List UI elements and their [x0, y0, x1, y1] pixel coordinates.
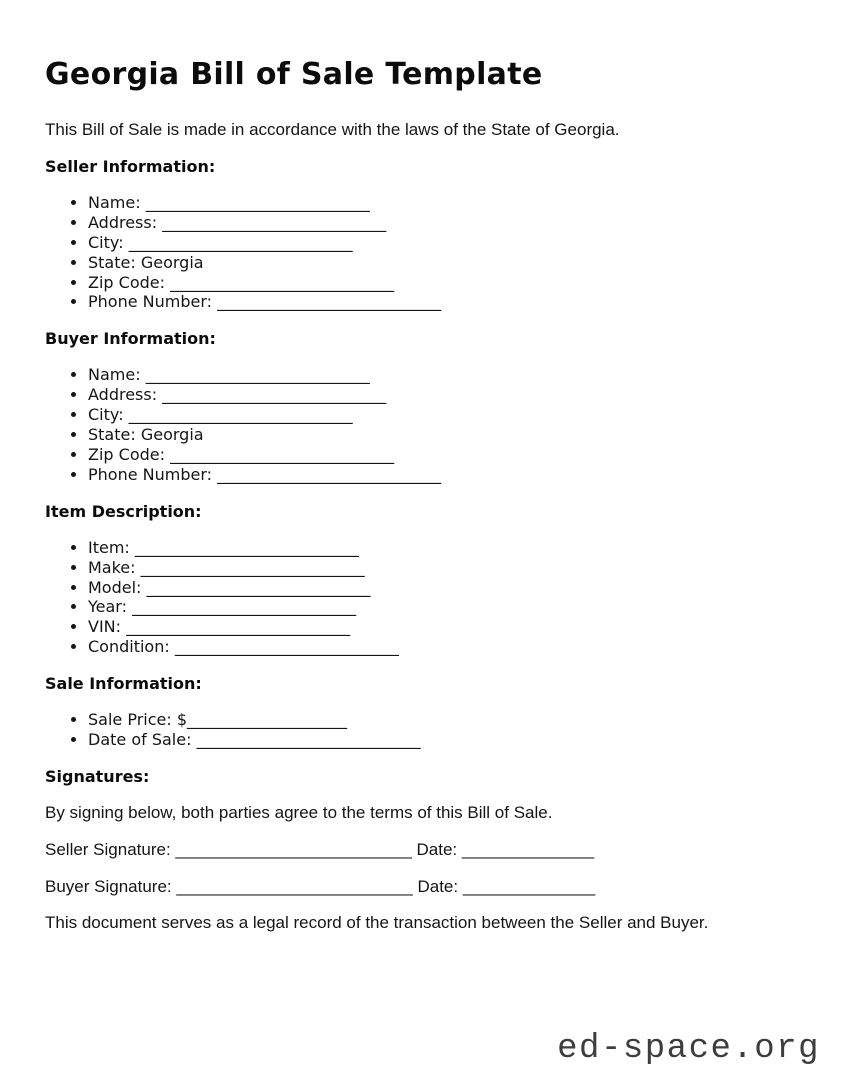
fill-in-blank: ____________________________ — [217, 292, 442, 312]
fill-in-blank: ____________________________ — [145, 192, 370, 212]
item-description-heading: Item Description: — [45, 501, 202, 521]
field-label: Address: — [88, 385, 163, 405]
item-description-list — [45, 538, 800, 657]
buyer-name-row — [88, 365, 800, 385]
item-model-row — [88, 578, 800, 598]
fill-in-blank: ____________________________ — [196, 730, 421, 750]
document-title: Georgia Bill of Sale Template — [45, 57, 543, 92]
sale-information-list — [45, 710, 800, 750]
buyer-signature-label: Buyer Signature: — [45, 876, 177, 896]
agreement-statement: By signing below, both parties agree to the terms of this Bill of Sale. — [45, 803, 553, 823]
field-label: Zip Code: — [88, 272, 171, 292]
signatures-heading: Signatures: — [45, 767, 150, 787]
fill-in-blank: ____________________________ — [170, 444, 395, 464]
seller-date-blank: ______________ — [461, 840, 595, 860]
seller-zip-row — [88, 273, 800, 293]
field-label: Address: — [88, 212, 163, 232]
field-label: VIN: — [88, 617, 127, 637]
field-label: Condition: — [88, 637, 175, 657]
field-label: State: Georgia — [88, 252, 204, 272]
item-year-row — [88, 597, 800, 617]
field-label: Phone Number: — [88, 464, 218, 484]
item-vin-row — [88, 617, 800, 637]
buyer-state-row — [88, 425, 800, 445]
seller-address-row — [88, 213, 800, 233]
fill-in-blank: ____________________________ — [132, 597, 357, 617]
field-label: Zip Code: — [88, 444, 171, 464]
field-label: State: Georgia — [88, 425, 204, 445]
footer-watermark: ed-space.org — [557, 1030, 820, 1068]
buyer-date-label: Date: — [412, 876, 463, 896]
sale-price-row — [88, 710, 800, 730]
field-label: Phone Number: — [88, 292, 218, 312]
fill-in-blank: ____________________________ — [146, 577, 371, 597]
buyer-information-list — [45, 365, 800, 484]
seller-phone-row — [88, 292, 800, 312]
buyer-information-heading: Buyer Information: — [45, 329, 216, 349]
fill-in-blank: ____________________________ — [170, 272, 395, 292]
buyer-signature-line — [45, 877, 800, 897]
field-label: Date of Sale: — [88, 730, 197, 750]
field-label: Item: — [88, 537, 135, 557]
fill-in-blank: ____________________________ — [128, 405, 353, 425]
buyer-zip-row — [88, 445, 800, 465]
seller-information-heading: Seller Information: — [45, 156, 216, 176]
field-label: Make: — [88, 557, 141, 577]
field-label: Model: — [88, 577, 147, 597]
seller-signature-line — [45, 840, 800, 860]
buyer-phone-row — [88, 465, 800, 485]
fill-in-blank: ____________________________ — [174, 637, 399, 657]
fill-in-blank: ____________________________ — [140, 557, 365, 577]
buyer-date-blank: ______________ — [462, 876, 596, 896]
item-name-row — [88, 538, 800, 558]
field-label: City: — [88, 232, 129, 252]
seller-information-list — [45, 193, 800, 312]
item-condition-row — [88, 637, 800, 657]
fill-in-blank: ____________________________ — [162, 212, 387, 232]
buyer-signature-blank: _________________________ — [176, 876, 413, 896]
seller-city-row — [88, 233, 800, 253]
seller-date-label: Date: — [411, 840, 462, 860]
fill-in-blank: ____________________________ — [126, 617, 351, 637]
field-label: Name: — [88, 365, 146, 385]
fill-in-blank: ____________________ — [187, 710, 348, 730]
buyer-address-row — [88, 385, 800, 405]
closing-statement: This document serves as a legal record of the transaction between the Seller and Buyer. — [45, 913, 709, 933]
seller-state-row — [88, 253, 800, 273]
field-label: Name: — [88, 192, 146, 212]
sale-date-row — [88, 730, 800, 750]
field-label: Year: — [88, 597, 133, 617]
seller-name-row — [88, 193, 800, 213]
fill-in-blank: ____________________________ — [128, 232, 353, 252]
fill-in-blank: ____________________________ — [217, 464, 442, 484]
field-label: Sale Price: $ — [88, 710, 188, 730]
intro-statement: This Bill of Sale is made in accordance with the laws of the State of Georgia. — [45, 119, 620, 139]
fill-in-blank: ____________________________ — [162, 385, 387, 405]
sale-information-heading: Sale Information: — [45, 674, 202, 694]
seller-signature-label: Seller Signature: — [45, 840, 176, 860]
field-label: City: — [88, 405, 129, 425]
fill-in-blank: ____________________________ — [134, 537, 359, 557]
buyer-city-row — [88, 405, 800, 425]
fill-in-blank: ____________________________ — [145, 365, 370, 385]
item-make-row — [88, 558, 800, 578]
seller-signature-blank: _________________________ — [175, 840, 412, 860]
